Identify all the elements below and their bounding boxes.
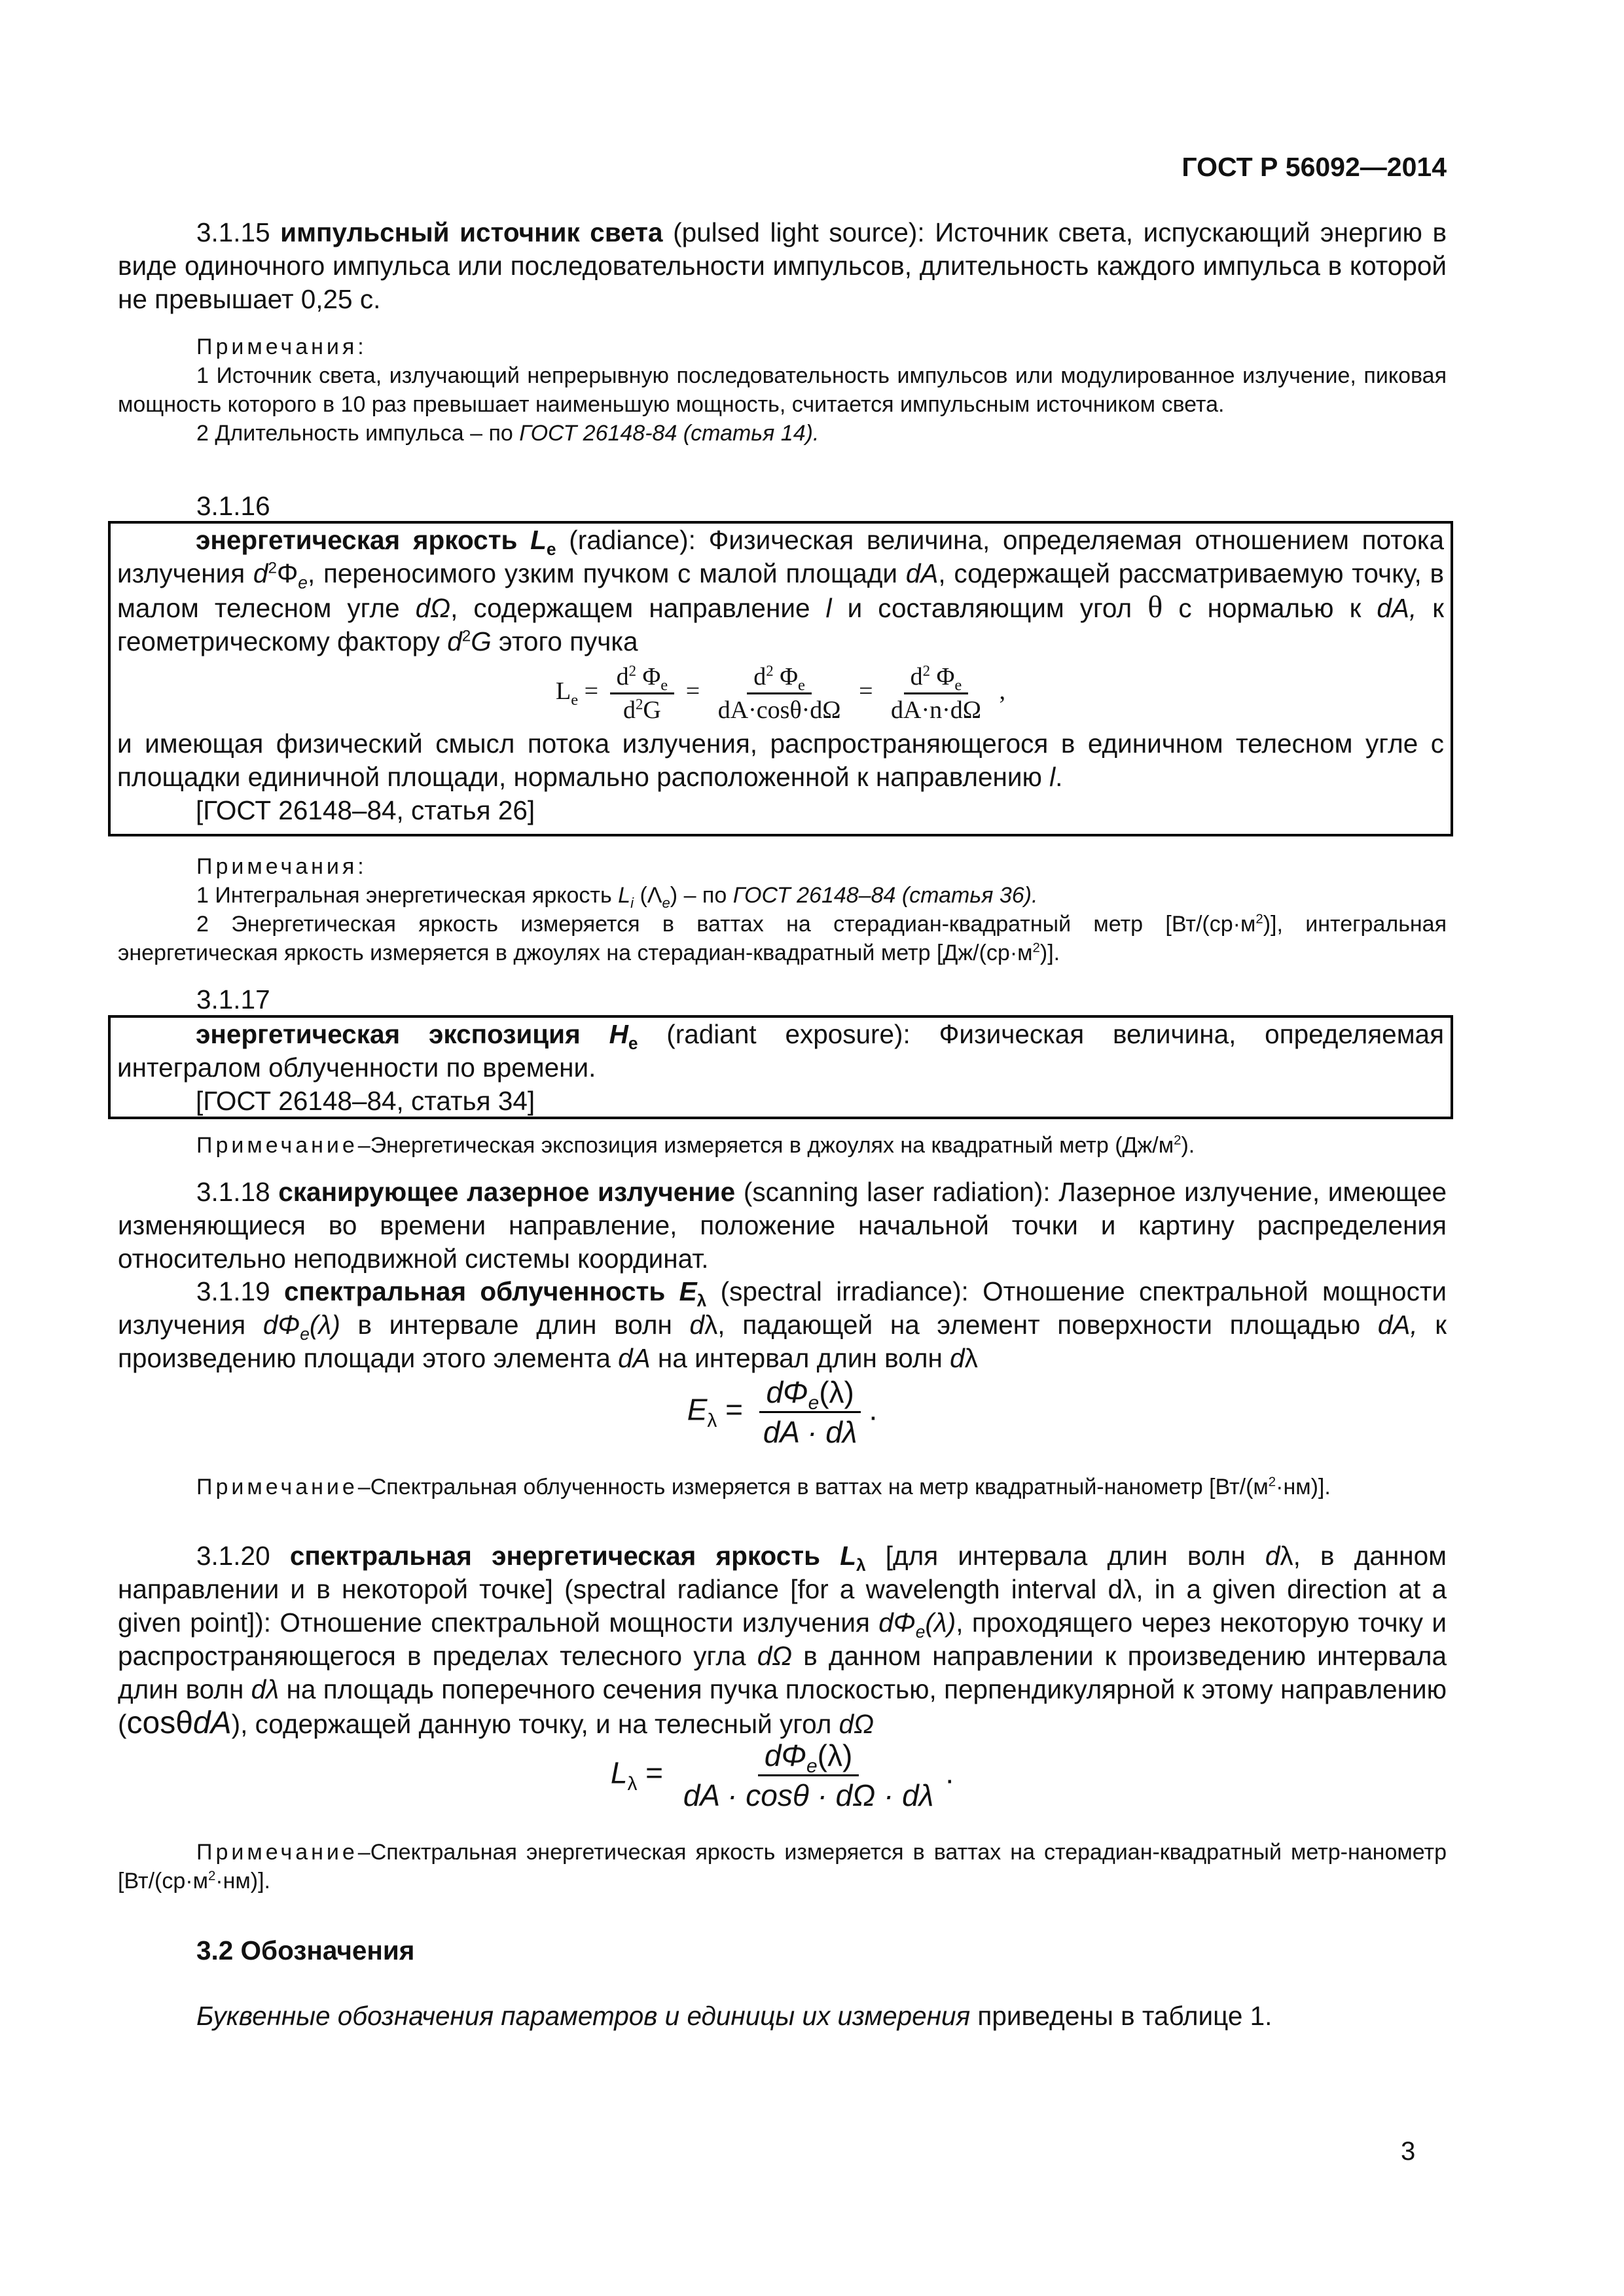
notes-block-2: Примечания: 1 Интегральная энергетическая яркость $L_i$ $(\Lambda_e)$ – по ГОСТ 26148–84 (статья 36). 2 Энергетическая яркость измеряется в ваттах на стерадиан-квадратный метр $[Вт/(ср\cdot м^2)]$, интегральная энергетическая яркость измеряется в джоулях на стерадиан-квадратный метр $[Дж/(ср\cdot м^2)]$. [118,852,1447,967]
spectral-radiance-formula: $L_\lambda$ = $\frac{d\Phi_e(\lambda)}{dA \cdot \cos\theta \cdot d\Omega \cdot d\lambda}$ . [610,1738,954,1812]
spectral-irradiance-formula: $E_\lambda$ = $\frac{d\Phi_e(\lambda)}{dA \cdot d\lambda}$ . [687,1375,878,1449]
page-number: 3 [1401,2137,1416,2166]
clause-3-1-20: 3.1.20 спектральная энергетическая яркость $L_\lambda$ [для интервала длин волн dλ, в данном направлении и в некоторой точке] (spectral radiance [for a wavelength interval dλ, in a given direction at a given point]): Отношение спектральной мощности излучения $d\Phi_e(\lambda)$, проходящего через некоторую точку и распространяющегося в пределах телесного угла dΩ в данном направлении к произведению интервала длин волн dλ на площадь поперечного сечения пучка плоскостью, перпендикулярной к этому направлению (cosθdA), содержащей данную точку, и на телесный угол dΩ [118,1541,1447,1740]
section-title-3-2: 3.2 Обозначения [196,1935,415,1965]
clause-3-1-19: 3.1.19 спектральная облученность $E_\lambda$ (spectral irradiance): Отношение спектральной мощности излучения $d\Phi_e(\lambda)$ в интервале длин волн dλ, падающей на элемент поверхности площадью dA, к произведению площади этого элемента dA на интервал длин волн dλ [118,1276,1447,1373]
definition-reference: [ГОСТ 26148–84, статья 34] [196,1086,535,1116]
clause-3-1-15: 3.1.15 импульсный источник света (pulsed light source): Источник света, испускающий энергию в виде одиночного импульса или последовательности импульсов, длительность каждого импульса в которой не превышает 0,25 с. [118,217,1447,314]
definition-reference: [ГОСТ 26148–84, статья 26] [196,795,535,825]
note-3-1-19: Примечание–Спектральная облученность измеряется в ваттах на метр квадратный-нанометр $[Вт/(м^2\cdot нм)]$. [196,1475,1331,1499]
note-3-1-20: Примечание–Спектральная энергетическая яркость измеряется в ваттах на стерадиан-квадратный метр-нанометр $[Вт/(ср\cdot м^2\cdot нм)]$. [118,1840,1447,1893]
document-header: ГОСТ Р 56092—2014 [1182,152,1447,182]
definition-continuation: и имеющая физический смысл потока излучения, распространяющегося в единичном телесном угле с площадки единичной площади, нормально расположенной к направлению l. [117,728,1444,792]
definition-box-3-1-17: энергетическая экспозиция $H_e$ (radiant exposure): Физическая величина, определяемая интегралом облученности по времени. [ГОСТ 26148–84, статья 34] [108,1015,1453,1119]
definition-box-3-1-16 [108,521,1453,836]
note-3-1-17: Примечание–Энергетическая экспозиция измеряется в джоулях на квадратный метр $(Дж/м^2)$. [196,1133,1195,1158]
radiance-formula: $L_e$ = $\frac{d^2 \Phi_e}{d^2G}$ = $\frac{d^2 \Phi_e}{dA\cdot\cos\theta\cdot d\Omega}$ = $\frac{d^2 \Phi_e}{dA\cdot n\cdot d\Omega}$ , [555,662,1005,724]
clause-3-1-18: 3.1.18 сканирующее лазерное излучение (scanning laser radiation): Лазерное излучение, имеющее изменяющиеся во времени направление, положение начальной точки и картину распределения относительно неподвижной системы координат. [118,1177,1447,1274]
note-2: 2 Длительность импульса – по ГОСТ 26148-84 (статья 14). [196,421,820,446]
note-2: 2 Энергетическая яркость измеряется в ваттах на стерадиан-квадратный метр $[Вт/(ср\cdot м^2)]$, интегральная энергетическая яркость измеряется в джоулях на стерадиан-квадратный метр $[Дж/(ср\cdot м^2)]$. [118,912,1447,965]
section-3-2-text: Буквенные обозначения параметров и единицы их измерения приведены в таблице 1. [196,2001,1272,2031]
term: импульсный источник света [280,217,663,247]
notes-block-1 [118,332,1447,448]
clause-3-1-17-number: 3.1.17 [196,984,270,1014]
notes-title: Примечания: [196,334,367,359]
note-1: 1 Источник света, излучающий непрерывную последовательность импульсов или модулированное излучение, пиковая мощность которого в 10 раз превышает наименьшую мощность, считается импульсным источником света. [118,363,1447,417]
clause-3-1-16-number: 3.1.16 [196,491,270,521]
definition-text: энергетическая яркость $L_e$ (radiance): Физическая величина, определяемая отношением потока излучения $d^2\Phi_e$, переносимого узким пучком с малой площади dA, содержащей рассматриваемую точку, в малом телесном угле dΩ, содержащем направление l и составляющим угол θ с нормалью к dA, к геометрическому фактору $d^2G$ этого пучка [117,525,1444,656]
note-1: 1 Интегральная энергетическая яркость $L_i$ $(\Lambda_e)$ – по ГОСТ 26148–84 (статья 36). [196,883,1038,911]
